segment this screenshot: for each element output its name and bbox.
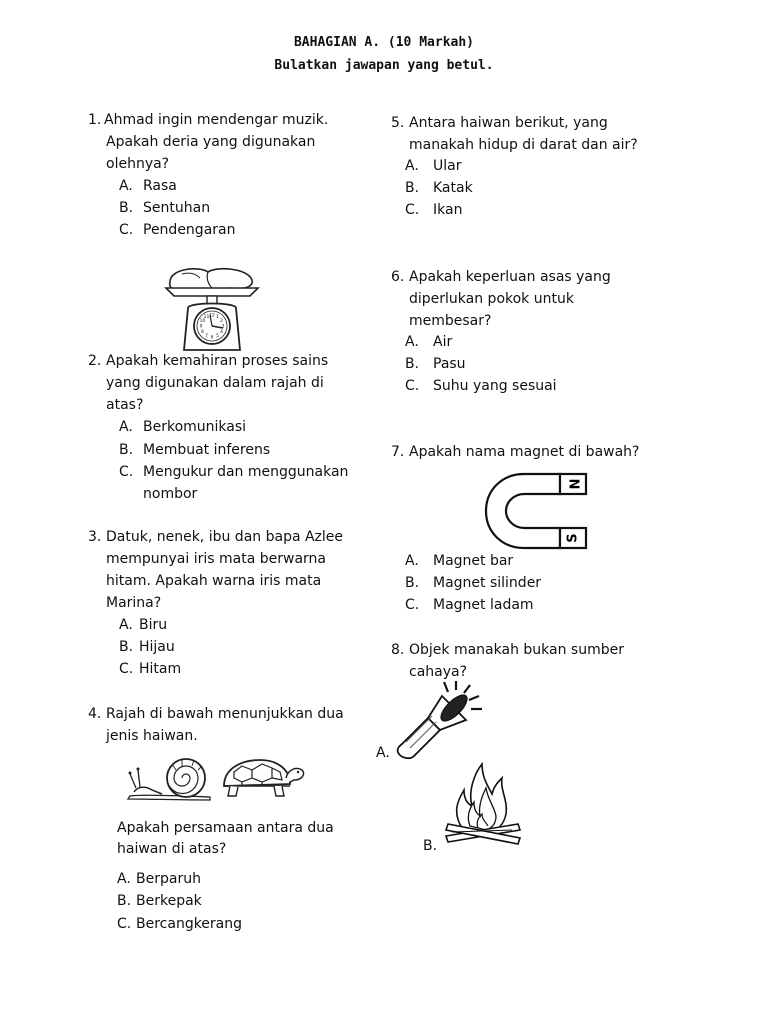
scale-dial-number: 7 bbox=[205, 334, 208, 340]
question-text: Datuk, nenek, ibu dan bapa Azlee bbox=[106, 529, 344, 545]
scale-dial-number: 3 bbox=[221, 324, 225, 330]
flashlight-icon bbox=[394, 680, 494, 762]
option-letter[interactable]: A. bbox=[119, 617, 133, 633]
question-text: Apakah kemahiran proses sains bbox=[106, 353, 329, 369]
horseshoe-magnet-icon bbox=[484, 470, 590, 552]
option-text[interactable]: Pendengaran bbox=[143, 222, 236, 238]
option-text[interactable]: Ular bbox=[433, 158, 462, 174]
option-letter[interactable]: C. bbox=[119, 661, 134, 677]
option-letter[interactable]: B. bbox=[405, 180, 420, 196]
scale-dial-number: 5 bbox=[216, 334, 219, 340]
question-text: olehnya? bbox=[106, 156, 170, 172]
option-text[interactable]: Mengukur dan menggunakan bbox=[143, 464, 349, 480]
question-text: jenis haiwan. bbox=[106, 728, 198, 744]
option-letter[interactable]: A. bbox=[405, 334, 419, 350]
option-letter[interactable]: B. bbox=[405, 356, 420, 372]
scale-dial-number: 11 bbox=[203, 315, 210, 321]
scale-dial-number: 9 bbox=[199, 324, 203, 330]
question-text: manakah hidup di darat dan air? bbox=[409, 137, 638, 153]
option-text[interactable]: Berparuh bbox=[136, 871, 201, 887]
scale-dial-number: 4 bbox=[220, 330, 223, 336]
option-letter[interactable]: C. bbox=[405, 202, 420, 218]
option-letter[interactable]: C. bbox=[405, 378, 420, 394]
option-letter[interactable]: B. bbox=[119, 200, 134, 216]
question-text: Rajah di bawah menunjukkan dua bbox=[106, 706, 344, 722]
option-text[interactable]: Magnet ladam bbox=[433, 597, 534, 613]
option-text-continued[interactable]: nombor bbox=[143, 486, 198, 502]
option-letter[interactable]: A. bbox=[117, 871, 131, 887]
magnet-north-label: N bbox=[565, 478, 581, 490]
picture-option-b[interactable]: B. bbox=[423, 838, 438, 854]
option-text[interactable]: Membuat inferens bbox=[143, 442, 271, 458]
option-letter[interactable]: C. bbox=[119, 464, 134, 480]
picture-option-a[interactable]: A. bbox=[376, 745, 390, 761]
question-number: 3. bbox=[88, 529, 102, 545]
question-text: Apakah persamaan antara dua bbox=[117, 820, 334, 836]
scale-dial-number: 12 bbox=[209, 313, 215, 319]
question-number: 7. bbox=[391, 444, 405, 460]
campfire-icon bbox=[442, 760, 524, 852]
question-number: 2. bbox=[88, 353, 102, 369]
option-letter[interactable]: A. bbox=[119, 178, 133, 194]
question-text: haiwan di atas? bbox=[117, 841, 227, 857]
option-letter[interactable]: A. bbox=[405, 158, 419, 174]
question-text: Apakah keperluan asas yang bbox=[409, 269, 611, 285]
option-letter[interactable]: C. bbox=[119, 222, 134, 238]
option-letter[interactable]: B. bbox=[405, 575, 420, 591]
option-text[interactable]: Suhu yang sesuai bbox=[433, 378, 557, 394]
question-text: Antara haiwan berikut, yang bbox=[409, 115, 608, 131]
question-text: membesar? bbox=[409, 313, 492, 329]
option-letter[interactable]: B. bbox=[119, 639, 134, 655]
option-text[interactable]: Rasa bbox=[143, 178, 177, 194]
magnet-south-label: S bbox=[565, 533, 581, 543]
question-text: cahaya? bbox=[409, 664, 468, 680]
option-text[interactable]: Sentuhan bbox=[143, 200, 211, 216]
option-text[interactable]: Hijau bbox=[139, 639, 175, 655]
question-text: Apakah nama magnet di bawah? bbox=[409, 444, 640, 460]
question-text: Ahmad ingin mendengar muzik. bbox=[104, 112, 329, 128]
question-text: atas? bbox=[106, 397, 144, 413]
snail-icon bbox=[124, 756, 216, 802]
option-letter[interactable]: A. bbox=[405, 553, 419, 569]
option-text[interactable]: Ikan bbox=[433, 202, 463, 218]
question-text: yang digunakan dalam rajah di bbox=[106, 375, 324, 391]
option-letter[interactable]: B. bbox=[117, 893, 132, 909]
scale-dial-number: 10 bbox=[199, 319, 206, 325]
question-number: 8. bbox=[391, 642, 405, 658]
scale-dial-number: 2 bbox=[220, 319, 223, 325]
option-text[interactable]: Biru bbox=[139, 617, 168, 633]
question-number: 1. bbox=[88, 112, 102, 128]
question-text: hitam. Apakah warna iris mata bbox=[106, 573, 322, 589]
option-text[interactable]: Berkepak bbox=[136, 893, 202, 909]
option-text[interactable]: Hitam bbox=[139, 661, 182, 677]
question-text: Apakah deria yang digunakan bbox=[106, 134, 316, 150]
weighing-scale-icon bbox=[160, 262, 265, 354]
option-letter[interactable]: C. bbox=[405, 597, 420, 613]
option-text[interactable]: Bercangkerang bbox=[136, 916, 243, 932]
option-letter[interactable]: C. bbox=[117, 916, 132, 932]
option-text[interactable]: Katak bbox=[433, 180, 473, 196]
option-text[interactable]: Magnet silinder bbox=[433, 575, 542, 591]
scale-dial-number: 8 bbox=[201, 330, 204, 336]
question-text: Marina? bbox=[106, 595, 162, 611]
instruction: Bulatkan jawapan yang betul. bbox=[274, 58, 494, 73]
option-text[interactable]: Air bbox=[433, 334, 453, 350]
tortoise-icon bbox=[220, 756, 306, 800]
question-text: diperlukan pokok untuk bbox=[409, 291, 574, 307]
question-number: 4. bbox=[88, 706, 102, 722]
question-text: Objek manakah bukan sumber bbox=[409, 642, 624, 658]
scale-dial-number: 6 bbox=[210, 335, 214, 341]
section-title: BAHAGIAN A. (10 Markah) bbox=[293, 35, 474, 50]
option-text[interactable]: Magnet bar bbox=[433, 553, 514, 569]
option-text[interactable]: Pasu bbox=[433, 356, 466, 372]
question-number: 6. bbox=[391, 269, 405, 285]
option-text[interactable]: Berkomunikasi bbox=[143, 419, 247, 435]
question-text: mempunyai iris mata berwarna bbox=[106, 551, 326, 567]
option-letter[interactable]: B. bbox=[119, 442, 134, 458]
question-number: 5. bbox=[391, 115, 405, 131]
option-letter[interactable]: A. bbox=[119, 419, 133, 435]
scale-dial-number: 1 bbox=[216, 315, 219, 321]
